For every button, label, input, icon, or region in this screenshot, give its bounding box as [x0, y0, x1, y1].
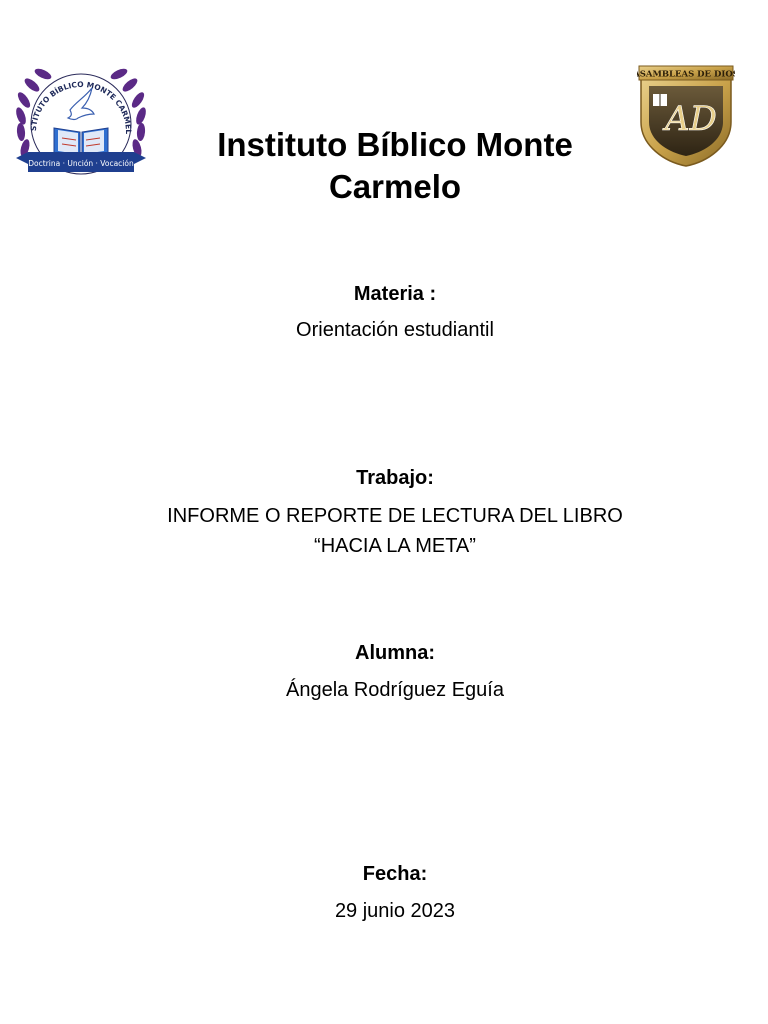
emblem-ribbon-text: Doctrina · Unción · Vocación: [28, 159, 134, 168]
materia-label: Materia :: [353, 283, 437, 305]
fecha-value: 29 junio 2023: [334, 900, 456, 922]
shield-monogram: AD: [665, 99, 717, 139]
asambleas-de-dios-logo: [637, 64, 735, 168]
document-title: Instituto Bíblico Monte Carmelo: [217, 126, 573, 205]
institute-emblem-icon: [10, 58, 152, 182]
shield-banner-text: ASAMBLEAS DE DIOS: [637, 69, 735, 80]
trabajo-value: INFORME O REPORTE DE LECTURA DEL LIBRO “HACIA LA META”: [167, 505, 623, 557]
trabajo-label: Trabajo:: [356, 467, 434, 489]
emblem-ring-text: STITUTO BÍBLICO MONTE CARMEL: [28, 79, 134, 134]
materia-value: Orientación estudiantil: [296, 319, 494, 341]
alumna-value: Ángela Rodríguez Eguía: [286, 679, 504, 701]
shield-emblem-icon: [637, 64, 735, 168]
institute-logo: [10, 58, 152, 182]
alumna-label: Alumna:: [355, 642, 435, 664]
fecha-label: Fecha:: [362, 863, 428, 885]
